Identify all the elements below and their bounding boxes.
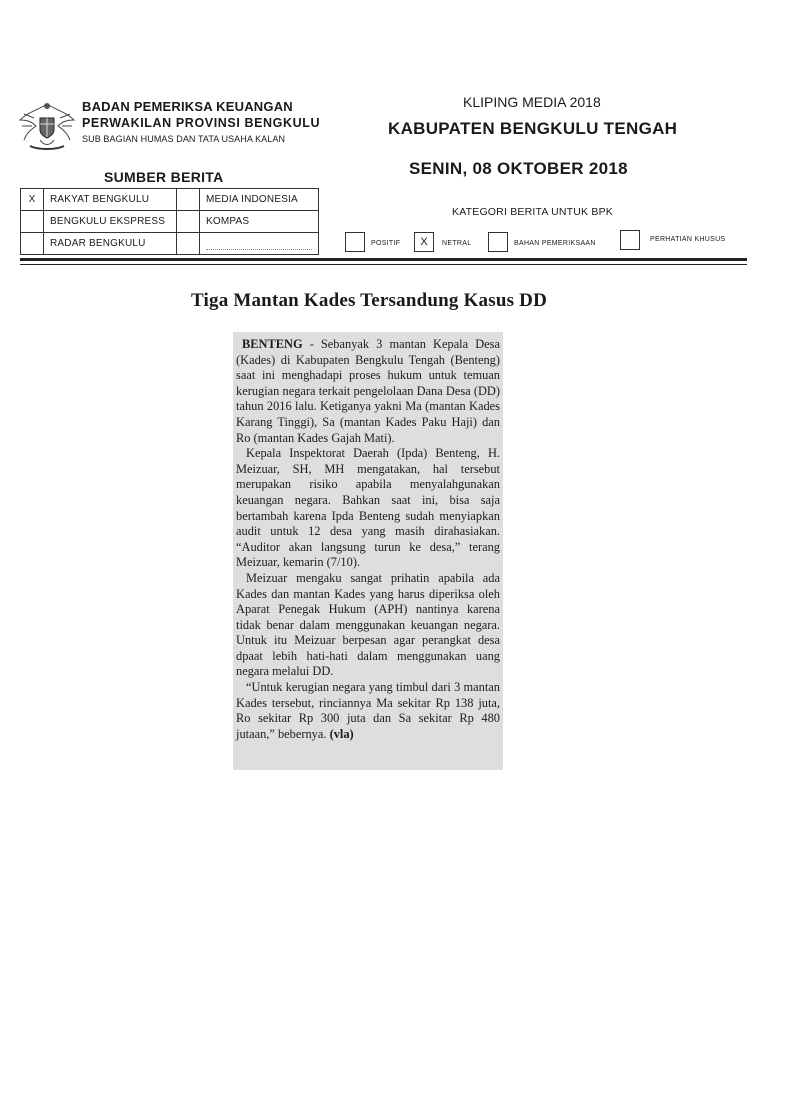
source-blank — [200, 233, 319, 255]
org-subdivision: SUB BAGIAN HUMAS DAN TATA USAHA KALAN — [82, 134, 286, 144]
source-row — [21, 211, 319, 233]
checkbox-label: NETRAL — [442, 240, 472, 247]
org-branch: PERWAKILAN PROVINSI BENGKULU — [82, 116, 321, 130]
checkbox-perhatian-khusus[interactable] — [620, 230, 640, 250]
article-paragraph — [236, 680, 500, 742]
source-name: BENGKULU EKSPRESS — [44, 211, 177, 233]
source-row — [21, 189, 319, 211]
divider — [20, 258, 747, 261]
category-title: KATEGORI BERITA UNTUK BPK — [452, 206, 613, 218]
source-name: RADAR BENGKULU — [44, 233, 177, 255]
checkbox-netral[interactable]: X — [414, 232, 434, 252]
dateline: BENTENG — [242, 337, 303, 351]
paragraph-text: “Untuk kerugian negara yang timbul dari 3 mantan Kades tersebut, rinciannya Ma sekitar Rp 138 juta, Ro sekitar Rp 300 juta dan Sa sekitar Rp 480 jutaan,” bebernya. — [236, 680, 500, 741]
checkbox-positif[interactable] — [345, 232, 365, 252]
source-check[interactable]: X — [21, 189, 44, 211]
source-check[interactable] — [177, 233, 200, 255]
article-headline: Tiga Mantan Kades Tersandung Kasus DD — [190, 290, 547, 311]
kliping-label: KLIPING MEDIA 2018 — [463, 94, 601, 110]
article-paragraph: Meizuar mengaku sangat prihatin apabila ada Kades dan mantan Kades yang harus diperiksa oleh Aparat Penegak Hukum (APH) nantinya karena tidak benar dalam menggunakan keuangan negara. Untuk itu Meizuar berpesan agar perangkat desa dpaat lebih hati-hati dalam menggunakan uang negara melalui DD. — [236, 570, 500, 679]
source-row — [21, 233, 319, 255]
dotted-line — [206, 237, 312, 250]
article-paragraph: Kepala Inspektorat Daerah (Ipda) Benteng, H. Meizuar, SH, MH mengatakan, hal tersebut merupakan risiko apabila menyalahgunakan keuangan negara. Bahkan saat ini, bisa saja bertambah karena Ipda Benteng sudah menyiapkan audit untuk 12 desa yang masih dirahasiakan. “Auditor akan langsung turun ke desa,” terang Meizuar, kemarin (7/10). — [236, 446, 500, 570]
checkbox-bahan-pemeriksaan[interactable] — [488, 232, 508, 252]
checkbox-label: BAHAN PEMERIKSAAN — [514, 240, 596, 247]
sources-title: SUMBER BERITA — [104, 169, 224, 185]
source-name: KOMPAS — [200, 211, 319, 233]
publication-date: SENIN, 08 OKTOBER 2018 — [409, 159, 628, 178]
source-check[interactable] — [177, 189, 200, 211]
source-name: RAKYAT BENGKULU — [44, 189, 177, 211]
article-paragraph — [236, 337, 500, 446]
source-check[interactable] — [21, 211, 44, 233]
source-check[interactable] — [177, 211, 200, 233]
garuda-emblem-icon — [16, 96, 78, 154]
byline: (vla) — [329, 726, 354, 741]
sources-table — [20, 188, 319, 255]
checkbox-label: PERHATIAN KHUSUS — [650, 236, 726, 243]
source-name: MEDIA INDONESIA — [200, 189, 319, 211]
paragraph-text: - Sebanyak 3 mantan Kepala Desa (Kades) di Kabupaten Bengkulu Tengah (Benteng) saat ini menghadapi proses hukum untuk temuan kerugian negara terkait pengelolaan Dana Desa (DD) tahun 2016 lalu. Ketiganya yakni Ma (mantan Kades Karang Tinggi), Sa (mantan Kades Paku Haji) dan Ro (mantan Kades Gajah Mati). — [236, 337, 500, 445]
region-title: KABUPATEN BENGKULU TENGAH — [388, 119, 678, 138]
article-clipping — [233, 332, 503, 770]
source-check[interactable] — [21, 233, 44, 255]
org-name: BADAN PEMERIKSA KEUANGAN — [82, 99, 293, 114]
divider — [20, 264, 747, 265]
checkbox-label: POSITIF — [371, 240, 401, 247]
